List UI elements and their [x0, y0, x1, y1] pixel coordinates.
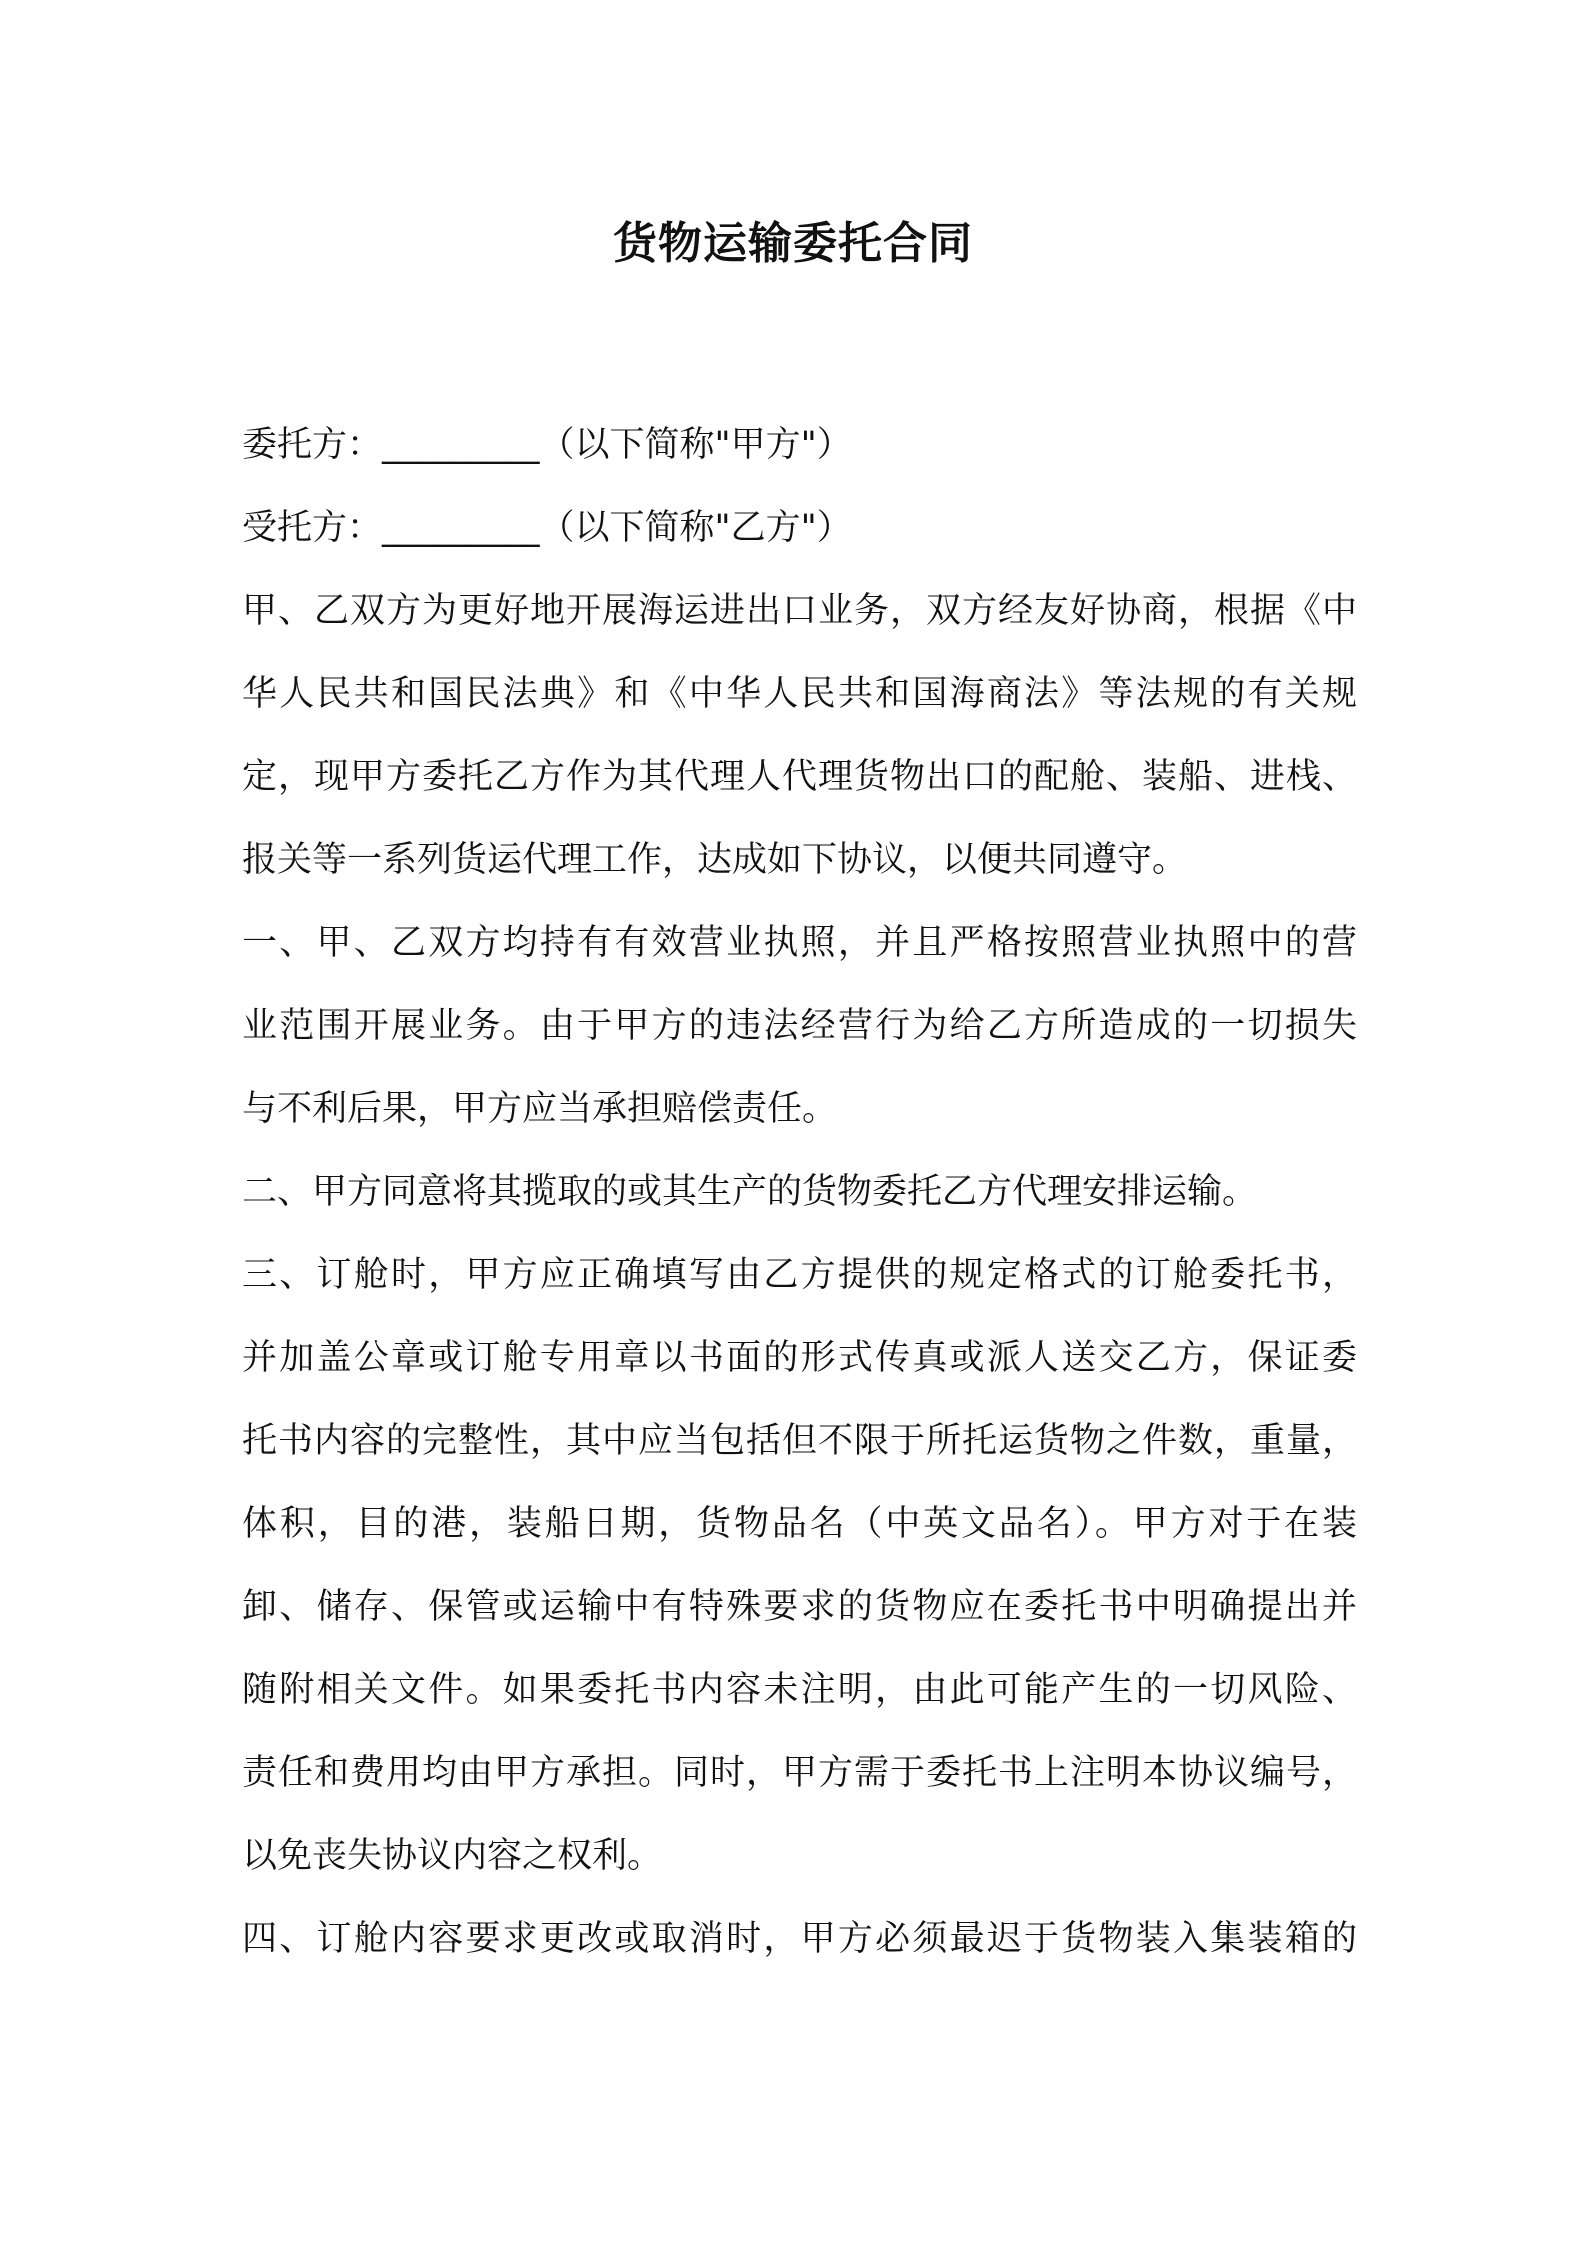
clause-three-line: 卸、储存、保管或运输中有特殊要求的货物应在委托书中明确提出并	[242, 1587, 1357, 1627]
clause-three-line: 托书内容的完整性，其中应当包括但不限于所托运货物之件数，重量，	[242, 1421, 1357, 1461]
paragraph-line: 甲、乙双方为更好地开展海运进出口业务，双方经友好协商，根据《中	[242, 591, 1357, 631]
consignee-line: 受托方：_________（以下简称"乙方"）	[242, 508, 852, 548]
clause-three-line: 以免丧失协议内容之权利。	[242, 1836, 663, 1876]
consignor-line: 委托方：_________（以下简称"甲方"）	[242, 425, 852, 465]
document-body	[242, 404, 1357, 1981]
paragraph-line: 华人民共和国民法典》和《中华人民共和国海商法》等法规的有关规	[242, 674, 1357, 714]
clause-four-line: 四、订舱内容要求更改或取消时，甲方必须最迟于货物装入集装箱的	[242, 1919, 1357, 1959]
document-title: 货物运输委托合同	[613, 218, 973, 269]
clause-one-line: 业范围开展业务。由于甲方的违法经营行为给乙方所造成的一切损失	[242, 1006, 1357, 1046]
paragraph-line: 定，现甲方委托乙方作为其代理人代理货物出口的配舱、装船、进栈、	[242, 757, 1357, 797]
clause-three-line: 责任和费用均由甲方承担。同时，甲方需于委托书上注明本协议编号，	[242, 1753, 1357, 1793]
clause-one-line: 与不利后果，甲方应当承担赔偿责任。	[242, 1089, 838, 1129]
clause-three-line: 并加盖公章或订舱专用章以书面的形式传真或派人送交乙方，保证委	[242, 1338, 1357, 1378]
paragraph-line: 报关等一系列货运代理工作，达成如下协议，以便共同遵守。	[242, 840, 1188, 880]
clause-three-line: 体积，目的港，装船日期，货物品名（中英文品名）。甲方对于在装	[242, 1504, 1357, 1544]
clause-one-line: 一、甲、乙双方均持有有效营业执照，并且严格按照营业执照中的营	[242, 923, 1357, 963]
clause-two-line: 二、甲方同意将其揽取的或其生产的货物委托乙方代理安排运输。	[242, 1172, 1258, 1212]
clause-three-line: 随附相关文件。如果委托书内容未注明，由此可能产生的一切风险、	[242, 1670, 1357, 1710]
clause-three-line: 三、订舱时，甲方应正确填写由乙方提供的规定格式的订舱委托书，	[242, 1255, 1357, 1295]
